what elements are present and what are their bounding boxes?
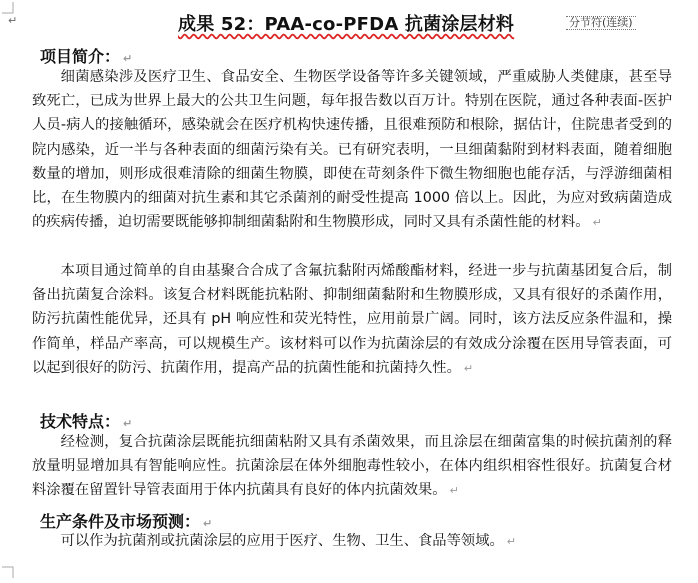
paragraph-mark-icon: ↵ xyxy=(449,484,459,498)
paragraph-features-1 xyxy=(32,430,672,504)
section-break-marker: 分节符(连续) xyxy=(566,16,636,30)
section-heading-features xyxy=(40,409,132,432)
paragraph-text: 本项目通过简单的自由基聚合合成了含氟抗黏附丙烯酸酯材料，经进一步与抗菌基团复合后，制备出抗菌复合涂料。该复合材料既能抗粘附、抑制细菌黏附和生物膜形成，又具有很好的杀菌作用，防污抗菌性能优异，还具有 pH 响应性和荧光特性，应用前景广阔。同时，该方法反应条件温和，操作简单，样品产率高，可以规模生产。该材料可以作为抗菌涂层的有效成分涂覆在医用导管表面，可以起到很好的防污、抗菌作用，提高产品的抗菌性能和抗菌持久性。 xyxy=(32,263,672,376)
section-heading-text: 技术特点： xyxy=(40,412,121,431)
paragraph-mark-icon: ↵ xyxy=(506,535,517,548)
title-row xyxy=(0,6,698,40)
paragraph-mark-icon: ↵ xyxy=(8,14,18,27)
paragraph-mark-icon: ↵ xyxy=(463,361,474,375)
title-text: 成果 52：PAA-co-PFDA 抗菌涂层材料 xyxy=(178,14,515,35)
paragraph-intro-2 xyxy=(32,259,672,381)
paragraph-text: 经检测，复合抗菌涂层既能抗细菌粘附又具有杀菌效果，而且涂层在细菌富集的时候抗菌剂的释放量明显增加具有智能响应性。抗菌涂层在体外细胞毒性较小，在体内组织相容性很好。抗菌复合材料涂覆在留置针导管表面用于体内抗菌具有良好的体内抗菌效果。 xyxy=(32,434,672,499)
paragraph-text: 可以作为抗菌剂或抗菌涂层的应用于医疗、生物、卫生、食品等领域。 xyxy=(60,533,504,549)
paragraph-intro-1 xyxy=(32,65,672,235)
paragraph-mark-icon: ↵ xyxy=(123,52,133,65)
paragraph-text: 细菌感染涉及医疗卫生、食品安全、生物医学设备等许多关键领域，严重威胁人类健康，甚至导致死亡，已成为世界上最大的公共卫生问题，每年报告数以百万计。特别在医院，通过各种表面-医护人员-病人的接触循环，感染就会在医疗机构快速传播，且很难预防和根除，据估计，住院患者受到的院内感染，近一半与各种表面的细菌污染有关。已有研究表明，一旦细菌黏附到材料表面，随着细胞数量的增加，则形成很难清除的细菌生物膜，即使在苛刻条件下微生物细胞也能存活，与浮游细菌相比，在生物膜内的细菌对抗生素和其它杀菌剂的耐受性提高 1000 倍以上。因此，为应对致病菌造成的疾病传播，迫切需要既能够抑制细菌黏附和生物膜形成，同时又具有杀菌性能的材料。 xyxy=(32,69,672,231)
paragraph-mark-icon: ↵ xyxy=(592,216,602,230)
paragraph-market-1 xyxy=(32,529,672,554)
section-heading-text: 项目简介： xyxy=(40,47,121,66)
crop-mark-icon xyxy=(2,566,14,578)
section-heading-text: 生产条件及市场预测： xyxy=(40,512,201,531)
paragraph-mark-icon: ↵ xyxy=(203,517,213,530)
section-heading-intro xyxy=(40,44,132,67)
document-title xyxy=(178,10,514,36)
paragraph-mark-icon: ↵ xyxy=(123,417,133,430)
